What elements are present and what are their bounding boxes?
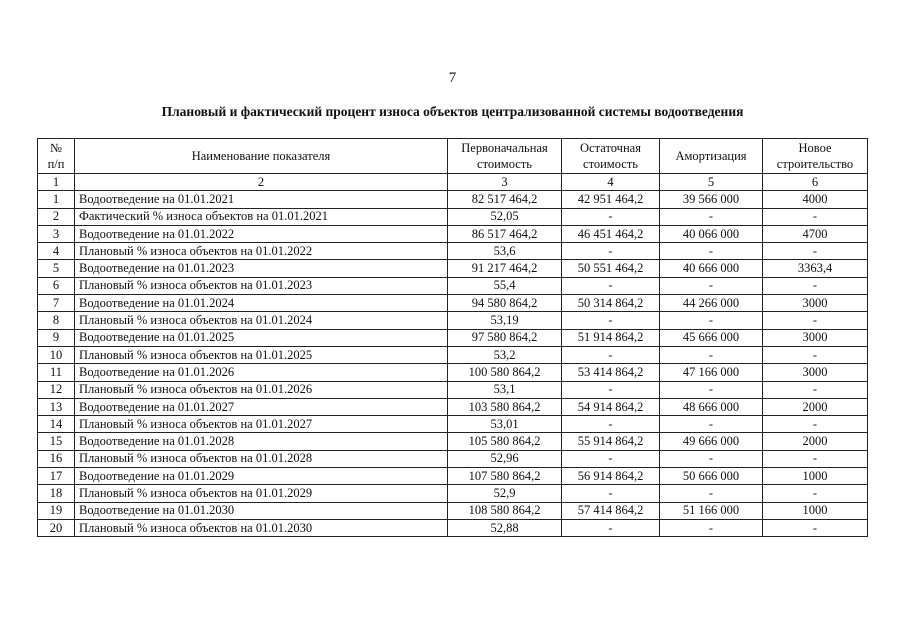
page-number: 7 [448, 70, 457, 86]
row-initial-cost-cell: 105 580 864,2 [448, 433, 562, 450]
header-initial-line1: Первоначальная [461, 141, 548, 155]
row-residual-cost-cell: 51 914 864,2 [562, 329, 660, 346]
row-residual-cost-cell: 46 451 464,2 [562, 225, 660, 242]
header-name [75, 139, 448, 174]
row-num-cell: 17 [38, 468, 75, 485]
row-new-construction-cell: - [763, 312, 868, 329]
row-amortization-cell: 45 666 000 [660, 329, 763, 346]
header-initial-cost [448, 139, 562, 174]
row-new-construction-cell: 4000 [763, 191, 868, 208]
header-new-line2: строительство [776, 157, 854, 171]
table-row [38, 450, 868, 467]
table-row [38, 243, 868, 260]
row-name-cell: Плановый % износа объектов на 01.01.2025 [75, 346, 448, 363]
row-initial-cost-cell: 52,9 [448, 485, 562, 502]
row-name-cell: Плановый % износа объектов на 01.01.2028 [75, 450, 448, 467]
row-residual-cost-cell: 55 914 864,2 [562, 433, 660, 450]
row-initial-cost-cell: 53,1 [448, 381, 562, 398]
row-num-cell: 9 [38, 329, 75, 346]
row-amortization-cell: - [660, 485, 763, 502]
row-new-construction-cell: - [763, 519, 868, 536]
header-new-line1: Новое [798, 141, 832, 155]
header-num [38, 139, 75, 174]
row-amortization-cell: 51 166 000 [660, 502, 763, 519]
row-initial-cost-cell: 53,6 [448, 243, 562, 260]
row-residual-cost-cell: - [562, 208, 660, 225]
header-residual-cost [562, 139, 660, 174]
header-residual-line1: Остаточная [580, 141, 641, 155]
row-name-cell: Водоотведение на 01.01.2029 [75, 468, 448, 485]
row-new-construction-cell: - [763, 243, 868, 260]
table-row [38, 519, 868, 536]
row-initial-cost-cell: 82 517 464,2 [448, 191, 562, 208]
row-residual-cost-cell: 57 414 864,2 [562, 502, 660, 519]
row-num-cell: 11 [38, 364, 75, 381]
row-initial-cost-cell: 52,88 [448, 519, 562, 536]
row-new-construction-cell: 3000 [763, 295, 868, 312]
row-new-construction-cell: 4700 [763, 225, 868, 242]
column-index-row [38, 174, 868, 191]
table-row [38, 329, 868, 346]
row-amortization-cell: 44 266 000 [660, 295, 763, 312]
row-num-cell: 14 [38, 416, 75, 433]
row-initial-cost-cell: 55,4 [448, 277, 562, 294]
header-amortization [660, 139, 763, 174]
row-new-construction-cell: 3000 [763, 364, 868, 381]
row-new-construction-cell: 2000 [763, 433, 868, 450]
table-header-row [38, 139, 868, 174]
column-index-cell: 2 [75, 174, 448, 191]
row-residual-cost-cell: - [562, 416, 660, 433]
row-amortization-cell: 48 666 000 [660, 398, 763, 415]
row-residual-cost-cell: - [562, 450, 660, 467]
row-amortization-cell: 40 666 000 [660, 260, 763, 277]
row-num-cell: 4 [38, 243, 75, 260]
row-name-cell: Плановый % износа объектов на 01.01.2022 [75, 243, 448, 260]
column-index-cell: 4 [562, 174, 660, 191]
row-residual-cost-cell: 42 951 464,2 [562, 191, 660, 208]
row-name-cell: Плановый % износа объектов на 01.01.2026 [75, 381, 448, 398]
row-new-construction-cell: 1000 [763, 468, 868, 485]
header-initial-line2: стоимость [477, 157, 532, 171]
row-num-cell: 5 [38, 260, 75, 277]
row-amortization-cell: - [660, 312, 763, 329]
table-row [38, 260, 868, 277]
row-name-cell: Плановый % износа объектов на 01.01.2030 [75, 519, 448, 536]
row-residual-cost-cell: 50 551 464,2 [562, 260, 660, 277]
row-num-cell: 3 [38, 225, 75, 242]
row-initial-cost-cell: 108 580 864,2 [448, 502, 562, 519]
row-new-construction-cell: - [763, 381, 868, 398]
row-residual-cost-cell: - [562, 485, 660, 502]
row-num-cell: 7 [38, 295, 75, 312]
table-row [38, 416, 868, 433]
row-initial-cost-cell: 53,01 [448, 416, 562, 433]
row-new-construction-cell: 2000 [763, 398, 868, 415]
row-num-cell: 1 [38, 191, 75, 208]
row-name-cell: Водоотведение на 01.01.2028 [75, 433, 448, 450]
row-name-cell: Водоотведение на 01.01.2024 [75, 295, 448, 312]
row-initial-cost-cell: 53,19 [448, 312, 562, 329]
row-name-cell: Фактический % износа объектов на 01.01.2021 [75, 208, 448, 225]
header-new-construction [763, 139, 868, 174]
table-row [38, 312, 868, 329]
row-num-cell: 16 [38, 450, 75, 467]
table-row [38, 502, 868, 519]
row-num-cell: 18 [38, 485, 75, 502]
column-index-cell: 1 [38, 174, 75, 191]
row-initial-cost-cell: 100 580 864,2 [448, 364, 562, 381]
row-amortization-cell: 39 566 000 [660, 191, 763, 208]
row-residual-cost-cell: - [562, 312, 660, 329]
row-new-construction-cell: - [763, 485, 868, 502]
row-name-cell: Плановый % износа объектов на 01.01.2023 [75, 277, 448, 294]
row-amortization-cell: - [660, 381, 763, 398]
row-name-cell: Водоотведение на 01.01.2025 [75, 329, 448, 346]
table-row [38, 277, 868, 294]
row-name-cell: Водоотведение на 01.01.2021 [75, 191, 448, 208]
row-initial-cost-cell: 86 517 464,2 [448, 225, 562, 242]
row-num-cell: 8 [38, 312, 75, 329]
row-num-cell: 6 [38, 277, 75, 294]
wear-percentage-table [37, 138, 868, 537]
row-name-cell: Водоотведение на 01.01.2022 [75, 225, 448, 242]
row-residual-cost-cell: - [562, 277, 660, 294]
row-num-cell: 12 [38, 381, 75, 398]
table-row [38, 191, 868, 208]
row-num-cell: 20 [38, 519, 75, 536]
row-initial-cost-cell: 103 580 864,2 [448, 398, 562, 415]
row-new-construction-cell: - [763, 416, 868, 433]
header-num-line2: п/п [47, 157, 65, 171]
row-initial-cost-cell: 52,05 [448, 208, 562, 225]
table-row [38, 381, 868, 398]
row-name-cell: Плановый % износа объектов на 01.01.2024 [75, 312, 448, 329]
row-num-cell: 10 [38, 346, 75, 363]
row-residual-cost-cell: - [562, 519, 660, 536]
row-name-cell: Плановый % износа объектов на 01.01.2027 [75, 416, 448, 433]
row-new-construction-cell: 3363,4 [763, 260, 868, 277]
row-amortization-cell: 50 666 000 [660, 468, 763, 485]
row-amortization-cell: - [660, 277, 763, 294]
row-new-construction-cell: 3000 [763, 329, 868, 346]
row-amortization-cell: - [660, 519, 763, 536]
header-name-text: Наименование показателя [191, 149, 331, 163]
table-row [38, 346, 868, 363]
table-row [38, 364, 868, 381]
row-amortization-cell: - [660, 243, 763, 260]
row-residual-cost-cell: - [562, 381, 660, 398]
column-index-cell: 5 [660, 174, 763, 191]
row-new-construction-cell: - [763, 208, 868, 225]
table-row [38, 433, 868, 450]
row-new-construction-cell: - [763, 450, 868, 467]
row-residual-cost-cell: 50 314 864,2 [562, 295, 660, 312]
column-index-cell: 3 [448, 174, 562, 191]
row-name-cell: Водоотведение на 01.01.2027 [75, 398, 448, 415]
table-row [38, 295, 868, 312]
row-amortization-cell: - [660, 346, 763, 363]
row-initial-cost-cell: 52,96 [448, 450, 562, 467]
row-num-cell: 15 [38, 433, 75, 450]
row-amortization-cell: - [660, 208, 763, 225]
row-initial-cost-cell: 97 580 864,2 [448, 329, 562, 346]
row-amortization-cell: 49 666 000 [660, 433, 763, 450]
document-title: Плановый и фактический процент износа объектов централизованной системы водоотведения [161, 104, 744, 119]
row-num-cell: 19 [38, 502, 75, 519]
row-residual-cost-cell: - [562, 346, 660, 363]
table-row [38, 398, 868, 415]
header-num-line1: № [50, 141, 62, 155]
row-residual-cost-cell: 54 914 864,2 [562, 398, 660, 415]
row-residual-cost-cell: 56 914 864,2 [562, 468, 660, 485]
row-initial-cost-cell: 107 580 864,2 [448, 468, 562, 485]
header-amortization-text: Амортизация [675, 149, 747, 163]
header-residual-line2: стоимость [583, 157, 638, 171]
row-new-construction-cell: - [763, 277, 868, 294]
row-new-construction-cell: - [763, 346, 868, 363]
row-name-cell: Водоотведение на 01.01.2023 [75, 260, 448, 277]
row-name-cell: Водоотведение на 01.01.2030 [75, 502, 448, 519]
row-initial-cost-cell: 91 217 464,2 [448, 260, 562, 277]
row-residual-cost-cell: - [562, 243, 660, 260]
column-index-cell: 6 [763, 174, 868, 191]
row-residual-cost-cell: 53 414 864,2 [562, 364, 660, 381]
row-amortization-cell: 47 166 000 [660, 364, 763, 381]
row-amortization-cell: - [660, 416, 763, 433]
row-name-cell: Плановый % износа объектов на 01.01.2029 [75, 485, 448, 502]
row-initial-cost-cell: 53,2 [448, 346, 562, 363]
row-name-cell: Водоотведение на 01.01.2026 [75, 364, 448, 381]
row-num-cell: 2 [38, 208, 75, 225]
table-row [38, 225, 868, 242]
row-initial-cost-cell: 94 580 864,2 [448, 295, 562, 312]
row-amortization-cell: - [660, 450, 763, 467]
table-row [38, 485, 868, 502]
row-amortization-cell: 40 066 000 [660, 225, 763, 242]
row-new-construction-cell: 1000 [763, 502, 868, 519]
table-row [38, 208, 868, 225]
table-row [38, 468, 868, 485]
row-num-cell: 13 [38, 398, 75, 415]
